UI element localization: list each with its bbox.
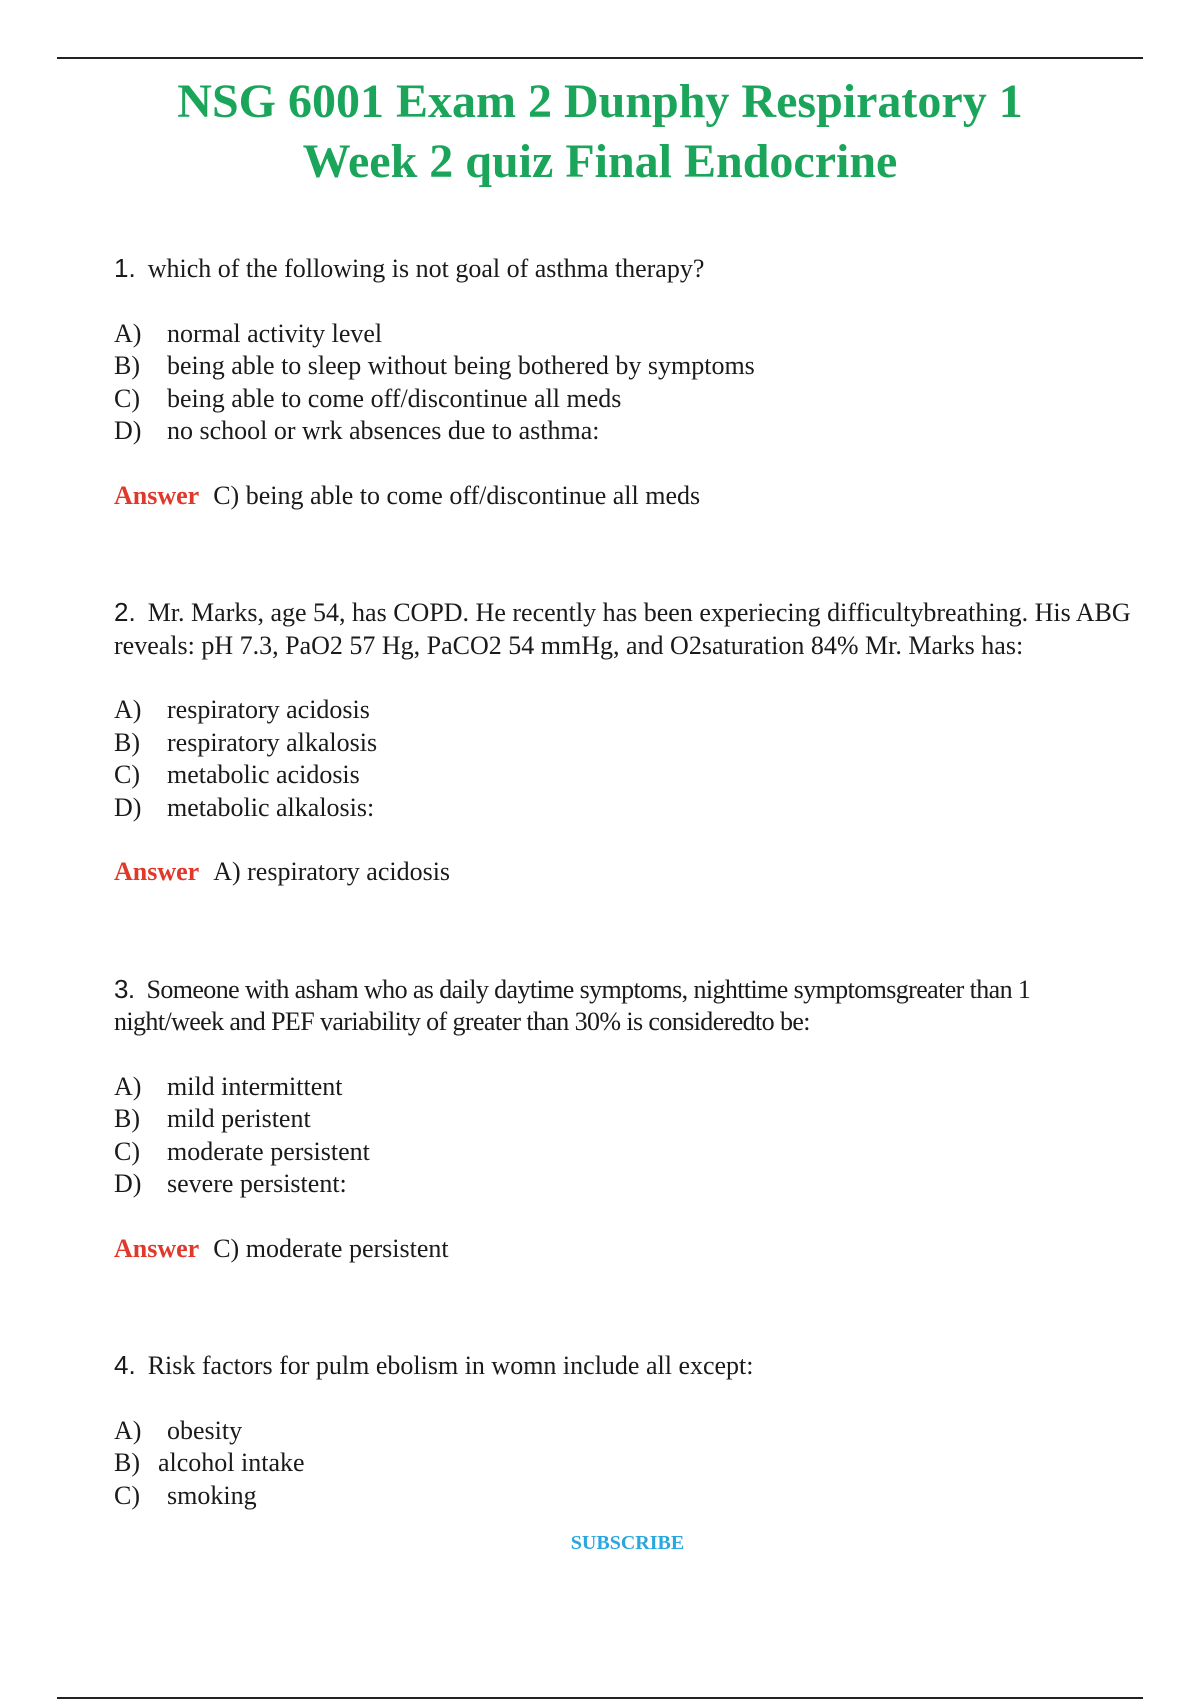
option-a xyxy=(114,318,1144,351)
option-d xyxy=(114,792,1144,825)
option-text: moderate persistent xyxy=(167,1136,370,1166)
answer-label: Answer xyxy=(114,480,200,510)
option-text: normal activity level xyxy=(167,318,383,348)
question-number: 3. xyxy=(114,973,135,1004)
option-list xyxy=(114,1071,1144,1201)
question-text xyxy=(114,596,1144,662)
answer-label: Answer xyxy=(114,1233,200,1263)
question-4 xyxy=(114,1349,1144,1512)
question-number: 1. xyxy=(114,253,136,283)
option-letter: C) xyxy=(114,383,140,413)
option-d xyxy=(114,1168,1144,1201)
subscribe-link[interactable]: SUBSCRIBE xyxy=(570,1532,685,1554)
quiz-content xyxy=(114,252,1144,1512)
option-text: alcohol intake xyxy=(158,1448,305,1477)
option-letter: D) xyxy=(114,792,142,822)
answer-line xyxy=(114,856,1144,889)
option-letter: B) xyxy=(114,1104,140,1133)
option-letter: C) xyxy=(114,1136,140,1166)
option-list xyxy=(114,1415,1144,1513)
bottom-rule xyxy=(57,1697,1143,1699)
option-text: severe persistent: xyxy=(167,1169,347,1198)
option-text: being able to come off/discontinue all meds xyxy=(167,383,622,413)
question-number: 2. xyxy=(114,597,136,627)
option-list xyxy=(114,694,1144,824)
option-text: metabolic acidosis xyxy=(167,760,360,789)
answer-line xyxy=(114,1233,1144,1266)
option-letter: A) xyxy=(114,1071,142,1101)
option-b xyxy=(114,1447,1144,1480)
question-1 xyxy=(114,252,1144,512)
answer-text: A) respiratory acidosis xyxy=(213,857,451,886)
answer-label: Answer xyxy=(114,857,200,886)
question-prompt: which of the following is not goal of asthma therapy? xyxy=(147,254,705,283)
option-letter: A) xyxy=(114,695,142,724)
option-d xyxy=(114,415,1144,448)
option-text: smoking xyxy=(167,1480,257,1510)
title-line-2: Week 2 quiz Final Endocrine xyxy=(302,135,898,188)
option-text: mild peristent xyxy=(167,1104,311,1133)
option-letter: B) xyxy=(114,727,140,757)
option-text: metabolic alkalosis: xyxy=(167,792,375,822)
question-prompt: Someone with asham who as daily daytime symptoms, nighttime symptomsgreater than 1 night/week and PEF variability of greater than 30% is consideredto be: xyxy=(114,974,1031,1036)
option-text: respiratory alkalosis xyxy=(167,727,378,757)
answer-text: C) moderate persistent xyxy=(213,1233,449,1263)
question-text xyxy=(114,973,1144,1039)
option-a xyxy=(114,1071,1144,1104)
option-b xyxy=(114,350,1144,383)
option-letter: B) xyxy=(114,1448,140,1477)
option-a xyxy=(114,1415,1144,1448)
answer-text: C) being able to come off/discontinue all meds xyxy=(213,480,701,510)
question-3 xyxy=(114,973,1144,1266)
document-title xyxy=(57,72,1143,192)
option-a xyxy=(114,694,1144,727)
title-line-1: NSG 6001 Exam 2 Dunphy Respiratory 1 xyxy=(177,75,1023,128)
option-text: respiratory acidosis xyxy=(167,695,370,724)
answer-line xyxy=(114,480,1144,513)
option-list xyxy=(114,318,1144,448)
question-prompt: Mr. Marks, age 54, has COPD. He recently has been experiecing difficultybreathing. His ABG reveals: pH 7.3, PaO2 57 Hg, PaCO2 54 mmHg, and O2saturation 84% Mr. Marks has: xyxy=(114,598,1131,660)
question-prompt: Risk factors for pulm ebolism in womn include all except: xyxy=(147,1351,754,1380)
question-text xyxy=(114,1349,1144,1383)
option-letter: C) xyxy=(114,760,140,789)
option-c xyxy=(114,1136,1144,1169)
option-letter: D) xyxy=(114,1169,142,1198)
question-2 xyxy=(114,596,1144,889)
top-rule xyxy=(57,57,1143,59)
question-text xyxy=(114,252,1144,286)
option-letter: A) xyxy=(114,1415,142,1445)
option-letter: B) xyxy=(114,351,140,380)
option-text: obesity xyxy=(167,1415,243,1445)
option-text: being able to sleep without being bothered by symptoms xyxy=(167,351,755,380)
option-letter: A) xyxy=(114,318,142,348)
option-b xyxy=(114,727,1144,760)
option-b xyxy=(114,1103,1144,1136)
option-letter: C) xyxy=(114,1480,140,1510)
option-text: mild intermittent xyxy=(167,1071,343,1101)
option-c xyxy=(114,759,1144,792)
option-text: no school or wrk absences due to asthma: xyxy=(167,416,600,445)
option-c xyxy=(114,383,1144,416)
option-letter: D) xyxy=(114,416,142,445)
option-c xyxy=(114,1480,1144,1513)
question-number: 4. xyxy=(114,1350,136,1380)
